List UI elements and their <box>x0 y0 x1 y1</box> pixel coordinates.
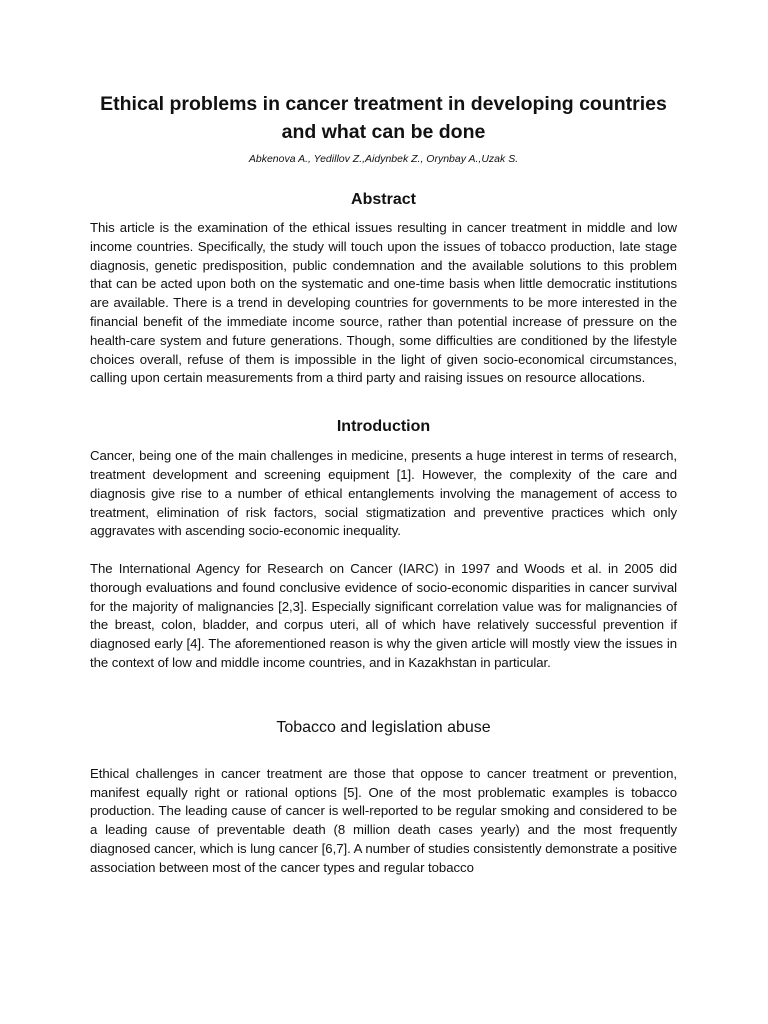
paper-title: Ethical problems in cancer treatment in developing countries and what can be done <box>100 93 667 143</box>
abstract-heading: Abstract <box>351 191 416 208</box>
tobacco-section-heading: Tobacco and legislation abuse <box>276 718 491 736</box>
introduction-heading: Introduction <box>336 418 431 436</box>
author-list: Abkenova A., Yedillov Z.,Aidynbek Z., Orynbay A.,Uzak S. <box>248 153 519 165</box>
abstract-paragraph: This article is the examination of the ethical issues resulting in cancer treatment in middle and low income countries. Specifically, the study will touch upon the issues of tobacco production, late stage diagnosis, genetic predisposition, public condemnation and the available solutions to this problem that can be acted upon both on the systematic and one-time basis when little democratic institutions are available. There is a trend in developing countries for governments to be more interested in the financial benefit of the immediate income source, rather than potential increase of pressure on the health-care system and future generations. Though, some difficulties are conditioned by the lifestyle choices overall, refuse of them is impossible in the light of given socio-economical circumstances, calling upon certain measurements from a third party and raising issues on resource allocations. <box>90 220 677 386</box>
introduction-paragraph-2: The International Agency for Research on Cancer (IARC) in 1997 and Woods et al. in 2005 did thorough evaluations and found conclusive evidence of socio-economic disparities in cancer survival for the majority of malignancies [2,3]. Especially significant correlation value was for malignancies of the breast, colon, bladder, and corpus uteri, all of which have relatively successful prevention if diagnosed early [4]. The aforementioned reason is why the given article will mostly view the issues in the context of low and middle income countries, and in Kazakhstan in particular. <box>90 560 677 670</box>
document-page <box>90 90 677 878</box>
introduction-paragraph-1: Cancer, being one of the main challenges in medicine, presents a huge interest in terms of research, treatment development and screening equipment [1]. However, the complexity of the care and diagnosis give rise to a number of ethical entanglements involving the management of access to treatment, elimination of risk factors, social stigmatization and preventive practices which only aggravates with ascending socio-economic inequality. <box>90 448 677 539</box>
tobacco-paragraph-1: Ethical challenges in cancer treatment are those that oppose to cancer treatment or prevention, manifest equally right or rational options [5]. One of the most problematic examples is tobacco production. The leading cause of cancer is well-reported to be regular smoking and considered to be a leading cause of preventable death (8 million death cases yearly) and the most frequently diagnosed cancer, which is lung cancer [6,7]. A number of studies consistently demonstrate a positive association between most of the cancer types and regular tobacco <box>90 765 677 875</box>
